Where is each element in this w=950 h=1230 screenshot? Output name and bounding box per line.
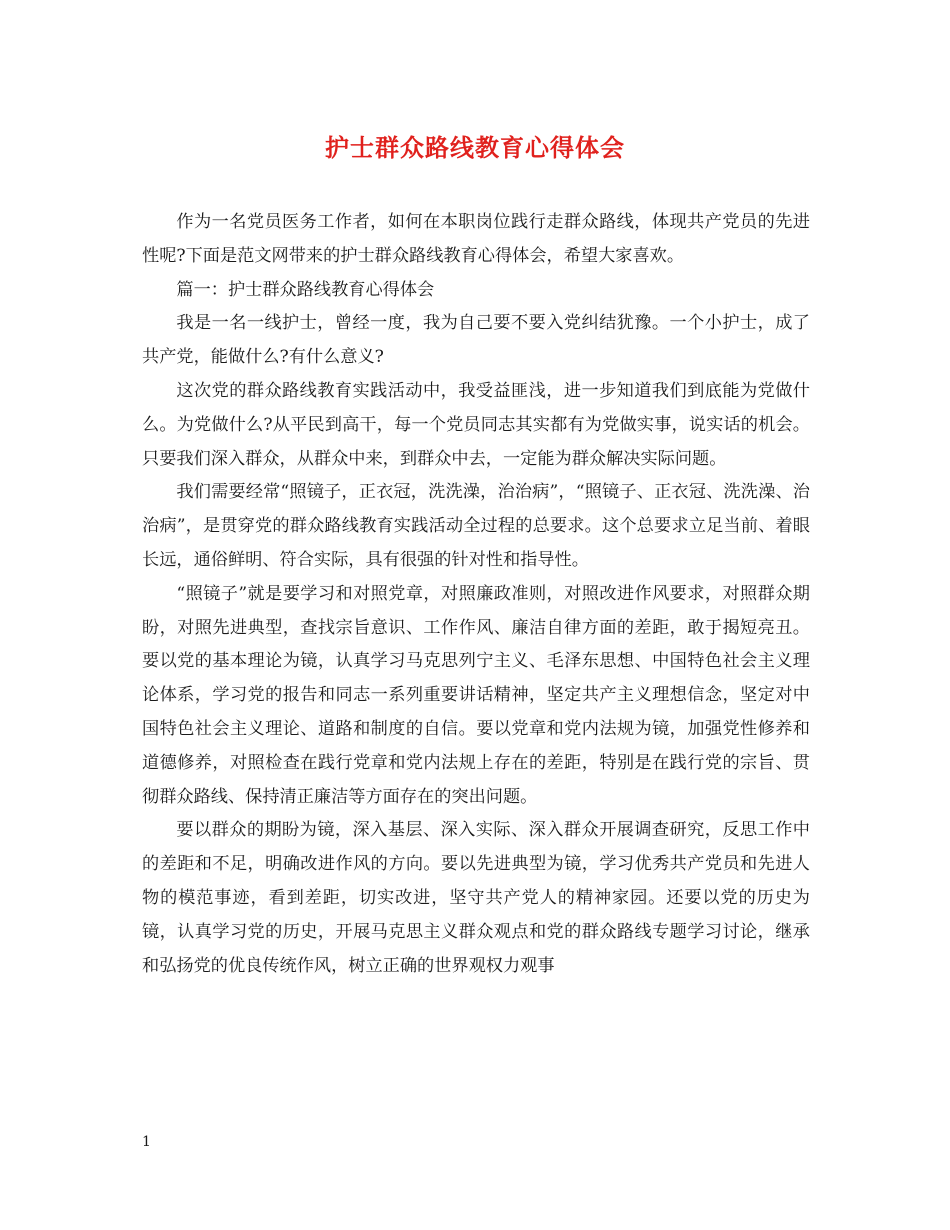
paragraph-1: 我是一名一线护士，曾经一度，我为自己要不要入党纠结犹豫。一个小护士，成了共产党，能做什么?有什么意义? [142, 313, 810, 368]
document-body [142, 206, 810, 983]
document-title: 护士群众路线教育心得体会 [325, 133, 625, 162]
paragraph-3: 我们需要经常“照镜子，正衣冠，洗洗澡，治治病”，“照镜子、正衣冠、洗洗澡、治治病”，是贯穿党的群众路线教育实践活动全过程的总要求。这个总要求立足当前、着眼长远，通俗鲜明、符合实际，具有很强的针对性和指导性。 [142, 482, 810, 570]
paragraph-section-heading: 篇一：护士群众路线教育心得体会 [176, 279, 435, 300]
paragraph-5: 要以群众的期盼为镜，深入基层、深入实际、深入群众开展调查研究，反思工作中的差距和不足，明确改进作风的方向。要以先进典型为镜，学习优秀共产党员和先进人物的模范事迹，看到差距，切实改进，坚守共产党人的精神家园。还要以党的历史为镜，认真学习党的历史，开展马克思主义群众观点和党的群众路线专题学习讨论，继承和弘扬党的优良传统作风，树立正确的世界观权力观事 [142, 820, 810, 976]
paragraph-intro: 作为一名党员医务工作者，如何在本职岗位践行走群众路线，体现共产党员的先进性呢?下面是范文网带来的护士群众路线教育心得体会，希望大家喜欢。 [142, 212, 810, 266]
page-number: 1 [142, 1134, 151, 1150]
paragraph-4: “照镜子”就是要学习和对照党章，对照廉政准则，对照改进作风要求，对照群众期盼，对照先进典型，查找宗旨意识、工作作风、廉洁自律方面的差距，敢于揭短亮丑。要以党的基本理论为镜，认真学习马克思列宁主义、毛泽东思想、中国特色社会主义理论体系，学习党的报告和同志一系列重要讲话精神，坚定共产主义理想信念，坚定对中国特色社会主义理论、道路和制度的自信。要以党章和党内法规为镜，加强党性修养和道德修养，对照检查在践行党章和党内法规上存在的差距，特别是在践行党的宗旨、贯彻群众路线、保持清正廉洁等方面存在的突出问题。 [142, 583, 810, 807]
paragraph-2: 这次党的群众路线教育实践活动中，我受益匪浅，进一步知道我们到底能为党做什么。为党做什么?从平民到高干，每一个党员同志其实都有为党做实事，说实话的机会。只要我们深入群众，从群众中来，到群众中去，一定能为群众解决实际问题。 [142, 380, 810, 469]
